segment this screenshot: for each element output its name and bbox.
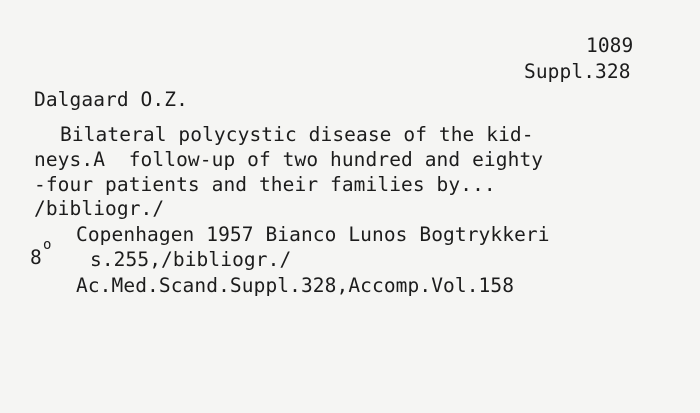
format-superscript: o	[43, 237, 52, 253]
imprint: Copenhagen 1957 Bianco Lunos Bogtrykkeri	[76, 223, 550, 246]
title-line-2: neys.A follow-up of two hundred and eighty	[34, 148, 544, 171]
series-note: Ac.Med.Scand.Suppl.328,Accomp.Vol.158	[76, 274, 515, 297]
supplement-number: Suppl.328	[524, 60, 631, 83]
title-line-4: /bibliogr./	[34, 197, 165, 220]
format-size	[30, 237, 52, 269]
author: Dalgaard O.Z.	[34, 88, 188, 111]
title-line-1: Bilateral polycystic disease of the kid-	[60, 123, 534, 146]
title-line-3: -four patients and their families by...	[34, 173, 496, 196]
format-digit: 8	[30, 246, 42, 269]
call-number: 1089	[586, 34, 634, 57]
pages: s.255,/bibliogr./	[90, 248, 292, 271]
